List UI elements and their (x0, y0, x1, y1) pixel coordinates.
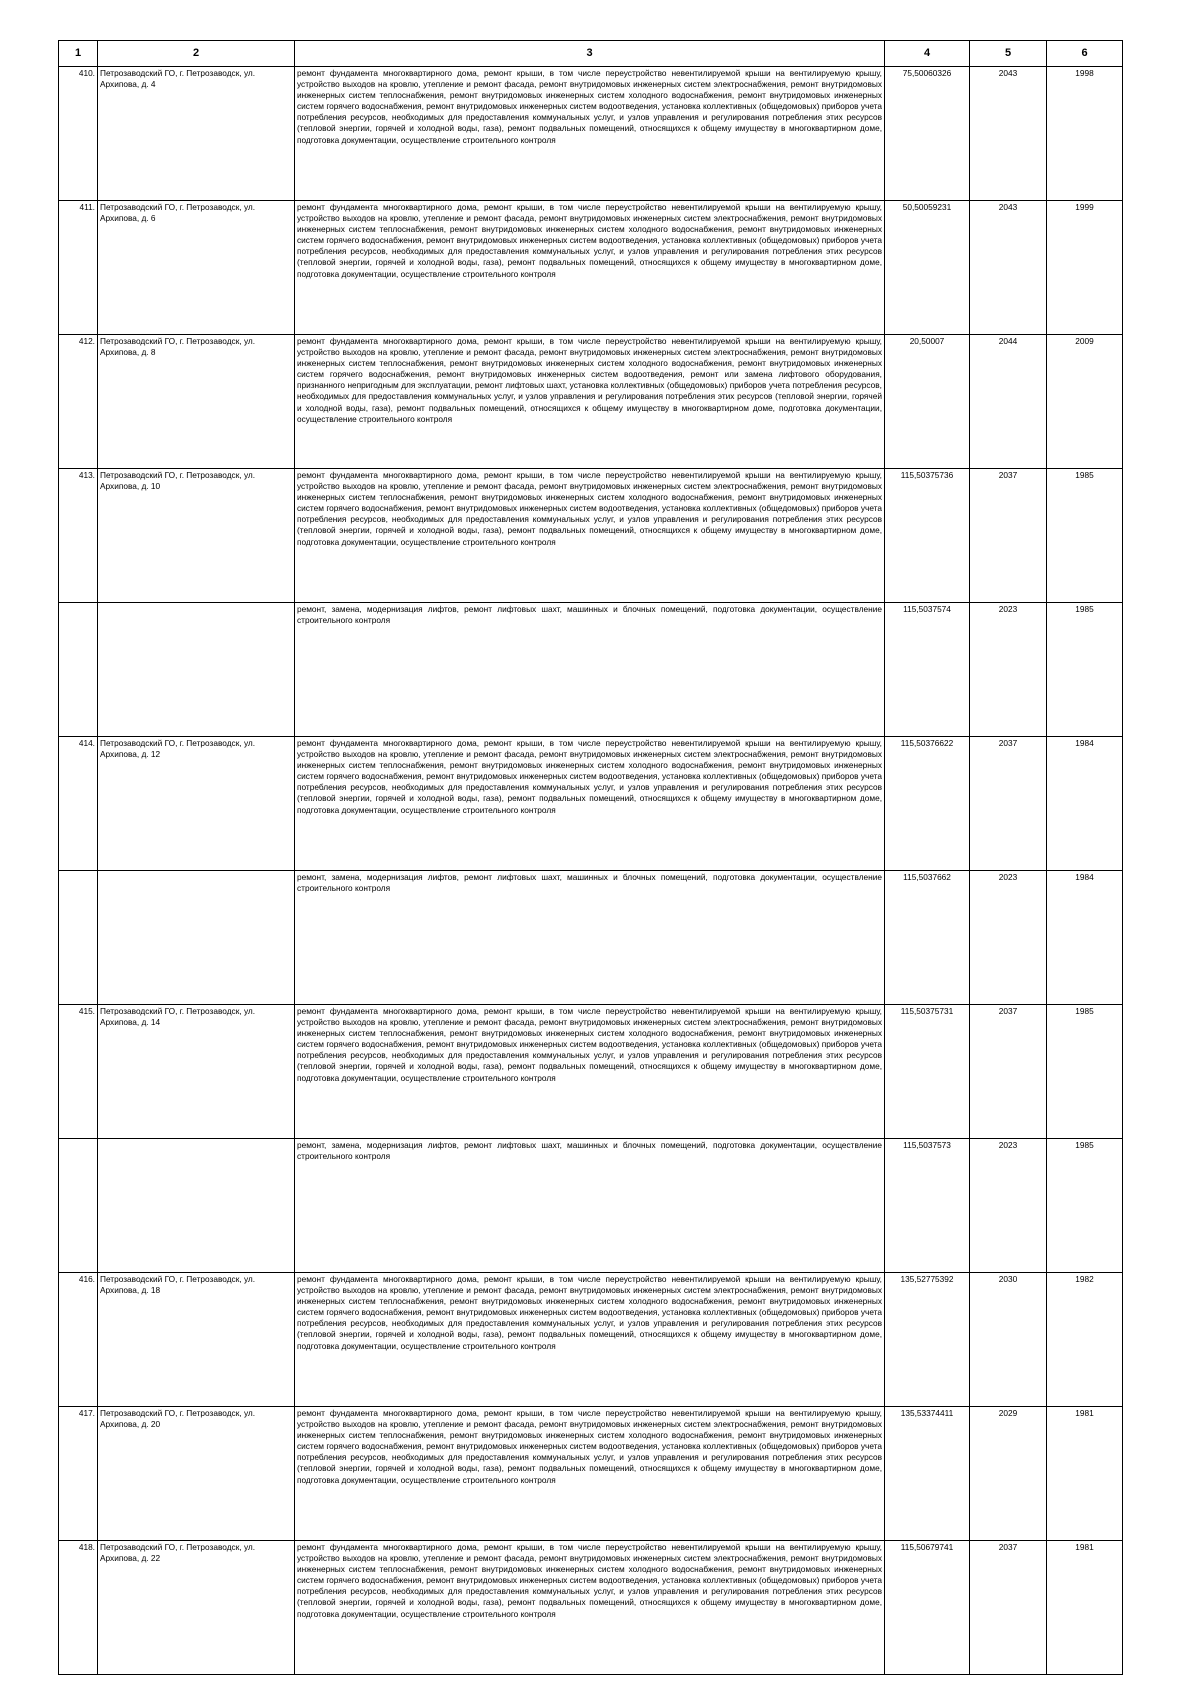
address-cell: Петрозаводский ГО, г. Петрозаводск, ул. Архипова, д. 12 (98, 737, 295, 871)
plan-year-cell: 2037 (970, 1005, 1047, 1139)
works-cell: ремонт фундамента многоквартирного дома, ремонт крыши, в том числе переустройство невентилируемой крыши на вентилируемую крышу, устройство выходов на кровлю, утепление и ремонт фасада, ремонт внутридомовых инженерных систем электроснабжения, ремонт внутридомовых инженерных систем теплоснабжения, ремонт внутридомовых инженерных систем холодного водоснабжения, ремонт внутридомовых инженерных систем горячего водоснабжения, ремонт внутридомовых инженерных систем водоотведения, установка коллективных (общедомовых) приборов учета потребления ресурсов, необходимых для предоставления коммунальных услуг, и узлов управления и регулирования потребления этих ресурсов (тепловой энергии, горячей и холодной воды, газа), ремонт подвальных помещений, относящихся к общему имуществу в многоквартирном доме, подготовка документации, осуществление строительного контроля (295, 1273, 885, 1407)
table-row (59, 1005, 1123, 1139)
row-number (59, 603, 98, 737)
cost-cell: 115,5037573 (885, 1139, 970, 1273)
table-row (59, 737, 1123, 871)
plan-year-cell: 2044 (970, 335, 1047, 469)
build-year-cell: 1998 (1047, 67, 1123, 201)
cost-cell: 115,50375731 (885, 1005, 970, 1139)
works-cell: ремонт фундамента многоквартирного дома, ремонт крыши, в том числе переустройство невентилируемой крыши на вентилируемую крышу, устройство выходов на кровлю, утепление и ремонт фасада, ремонт внутридомовых инженерных систем электроснабжения, ремонт внутридомовых инженерных систем теплоснабжения, ремонт внутридомовых инженерных систем холодного водоснабжения, ремонт внутридомовых инженерных систем горячего водоснабжения, ремонт внутридомовых инженерных систем водоотведения, установка коллективных (общедомовых) приборов учета потребления ресурсов, необходимых для предоставления коммунальных услуг, и узлов управления и регулирования потребления этих ресурсов (тепловой энергии, горячей и холодной воды, газа), ремонт подвальных помещений, относящихся к общему имуществу в многоквартирном доме, подготовка документации, осуществление строительного контроля (295, 1541, 885, 1675)
plan-year-cell: 2037 (970, 1541, 1047, 1675)
build-year-cell: 1985 (1047, 603, 1123, 737)
build-year-cell: 2009 (1047, 335, 1123, 469)
column-header-6: 6 (1047, 41, 1123, 67)
address-cell: Петрозаводский ГО, г. Петрозаводск, ул. Архипова, д. 20 (98, 1407, 295, 1541)
plan-year-cell: 2023 (970, 603, 1047, 737)
address-cell: Петрозаводский ГО, г. Петрозаводск, ул. Архипова, д. 8 (98, 335, 295, 469)
build-year-cell: 1981 (1047, 1407, 1123, 1541)
plan-year-cell: 2043 (970, 67, 1047, 201)
build-year-cell: 1982 (1047, 1273, 1123, 1407)
cost-cell: 115,50376622 (885, 737, 970, 871)
build-year-cell: 1999 (1047, 201, 1123, 335)
address-cell (98, 603, 295, 737)
build-year-cell: 1985 (1047, 469, 1123, 603)
row-number: 414. (59, 737, 98, 871)
cost-cell: 115,50679741 (885, 1541, 970, 1675)
table-row (59, 1407, 1123, 1541)
cost-cell: 50,50059231 (885, 201, 970, 335)
works-cell: ремонт фундамента многоквартирного дома, ремонт крыши, в том числе переустройство невентилируемой крыши на вентилируемую крышу, устройство выходов на кровлю, утепление и ремонт фасада, ремонт внутридомовых инженерных систем электроснабжения, ремонт внутридомовых инженерных систем теплоснабжения, ремонт внутридомовых инженерных систем холодного водоснабжения, ремонт внутридомовых инженерных систем горячего водоснабжения, ремонт внутридомовых инженерных систем водоотведения, установка коллективных (общедомовых) приборов учета потребления ресурсов, необходимых для предоставления коммунальных услуг, и узлов управления и регулирования потребления этих ресурсов (тепловой энергии, горячей и холодной воды, газа), ремонт подвальных помещений, относящихся к общему имуществу в многоквартирном доме, подготовка документации, осуществление строительного контроля (295, 1005, 885, 1139)
works-cell: ремонт фундамента многоквартирного дома, ремонт крыши, в том числе переустройство невентилируемой крыши на вентилируемую крышу, устройство выходов на кровлю, утепление и ремонт фасада, ремонт внутридомовых инженерных систем электроснабжения, ремонт внутридомовых инженерных систем теплоснабжения, ремонт внутридомовых инженерных систем холодного водоснабжения, ремонт внутридомовых инженерных систем горячего водоснабжения, ремонт внутридомовых инженерных систем водоотведения, установка коллективных (общедомовых) приборов учета потребления ресурсов, необходимых для предоставления коммунальных услуг, и узлов управления и регулирования потребления этих ресурсов (тепловой энергии, горячей и холодной воды, газа), ремонт подвальных помещений, относящихся к общему имуществу в многоквартирном доме, подготовка документации, осуществление строительного контроля (295, 1407, 885, 1541)
address-cell: Петрозаводский ГО, г. Петрозаводск, ул. Архипова, д. 4 (98, 67, 295, 201)
plan-year-cell: 2037 (970, 469, 1047, 603)
address-cell (98, 1139, 295, 1273)
works-cell: ремонт фундамента многоквартирного дома, ремонт крыши, в том числе переустройство невентилируемой крыши на вентилируемую крышу, устройство выходов на кровлю, утепление и ремонт фасада, ремонт внутридомовых инженерных систем электроснабжения, ремонт внутридомовых инженерных систем теплоснабжения, ремонт внутридомовых инженерных систем холодного водоснабжения, ремонт внутридомовых инженерных систем горячего водоснабжения, ремонт внутридомовых инженерных систем водоотведения, установка коллективных (общедомовых) приборов учета потребления ресурсов, необходимых для предоставления коммунальных услуг, и узлов управления и регулирования потребления этих ресурсов (тепловой энергии, горячей и холодной воды, газа), ремонт подвальных помещений, относящихся к общему имуществу в многоквартирном доме, подготовка документации, осуществление строительного контроля (295, 469, 885, 603)
header-row (59, 41, 1123, 67)
address-cell: Петрозаводский ГО, г. Петрозаводск, ул. Архипова, д. 6 (98, 201, 295, 335)
row-number (59, 1139, 98, 1273)
address-cell: Петрозаводский ГО, г. Петрозаводск, ул. Архипова, д. 14 (98, 1005, 295, 1139)
row-number: 411. (59, 201, 98, 335)
address-cell: Петрозаводский ГО, г. Петрозаводск, ул. Архипова, д. 10 (98, 469, 295, 603)
table-row (59, 603, 1123, 737)
table-row (59, 871, 1123, 1005)
plan-year-cell: 2023 (970, 1139, 1047, 1273)
table-row (59, 1273, 1123, 1407)
row-number: 410. (59, 67, 98, 201)
plan-year-cell: 2037 (970, 737, 1047, 871)
build-year-cell: 1984 (1047, 871, 1123, 1005)
column-header-5: 5 (970, 41, 1047, 67)
table-row (59, 335, 1123, 469)
address-cell: Петрозаводский ГО, г. Петрозаводск, ул. Архипова, д. 22 (98, 1541, 295, 1675)
works-cell: ремонт, замена, модернизация лифтов, ремонт лифтовых шахт, машинных и блочных помещений, подготовка документации, осуществление строительного контроля (295, 603, 885, 737)
works-cell: ремонт фундамента многоквартирного дома, ремонт крыши, в том числе переустройство невентилируемой крыши на вентилируемую крышу, устройство выходов на кровлю, утепление и ремонт фасада, ремонт внутридомовых инженерных систем электроснабжения, ремонт внутридомовых инженерных систем теплоснабжения, ремонт внутридомовых инженерных систем холодного водоснабжения, ремонт внутридомовых инженерных систем горячего водоснабжения, ремонт внутридомовых инженерных систем водоотведения, ремонт или замена лифтового оборудования, признанного непригодным для эксплуатации, ремонт лифтовых шахт, установка коллективных (общедомовых) приборов учета потребления ресурсов, необходимых для предоставления коммунальных услуг, и узлов управления и регулирования потребления этих ресурсов (тепловой энергии, горячей и холодной воды, газа), ремонт подвальных помещений, относящихся к общему имуществу в многоквартирном доме, подготовка документации, осуществление строительного контроля (295, 335, 885, 469)
column-header-2: 2 (98, 41, 295, 67)
table-row (59, 469, 1123, 603)
cost-cell: 135,52775392 (885, 1273, 970, 1407)
row-number: 418. (59, 1541, 98, 1675)
table-row (59, 1139, 1123, 1273)
address-cell: Петрозаводский ГО, г. Петрозаводск, ул. Архипова, д. 18 (98, 1273, 295, 1407)
row-number: 413. (59, 469, 98, 603)
row-number: 415. (59, 1005, 98, 1139)
row-number (59, 871, 98, 1005)
column-header-1: 1 (59, 41, 98, 67)
cost-cell: 135,53374411 (885, 1407, 970, 1541)
works-cell: ремонт, замена, модернизация лифтов, ремонт лифтовых шахт, машинных и блочных помещений, подготовка документации, осуществление строительного контроля (295, 1139, 885, 1273)
build-year-cell: 1981 (1047, 1541, 1123, 1675)
works-cell: ремонт фундамента многоквартирного дома, ремонт крыши, в том числе переустройство невентилируемой крыши на вентилируемую крышу, устройство выходов на кровлю, утепление и ремонт фасада, ремонт внутридомовых инженерных систем электроснабжения, ремонт внутридомовых инженерных систем теплоснабжения, ремонт внутридомовых инженерных систем холодного водоснабжения, ремонт внутридомовых инженерных систем горячего водоснабжения, ремонт внутридомовых инженерных систем водоотведения, установка коллективных (общедомовых) приборов учета потребления ресурсов, необходимых для предоставления коммунальных услуг, и узлов управления и регулирования потребления этих ресурсов (тепловой энергии, горячей и холодной воды, газа), ремонт подвальных помещений, относящихся к общему имуществу в многоквартирном доме, подготовка документации, осуществление строительного контроля (295, 737, 885, 871)
cost-cell: 115,5037662 (885, 871, 970, 1005)
table-row (59, 201, 1123, 335)
table-row (59, 1541, 1123, 1675)
cost-cell: 115,50375736 (885, 469, 970, 603)
plan-year-cell: 2030 (970, 1273, 1047, 1407)
register-table (58, 40, 1123, 1675)
cost-cell: 115,5037574 (885, 603, 970, 737)
plan-year-cell: 2043 (970, 201, 1047, 335)
column-header-4: 4 (885, 41, 970, 67)
column-header-3: 3 (295, 41, 885, 67)
works-cell: ремонт, замена, модернизация лифтов, ремонт лифтовых шахт, машинных и блочных помещений, подготовка документации, осуществление строительного контроля (295, 871, 885, 1005)
cost-cell: 75,50060326 (885, 67, 970, 201)
table-row (59, 67, 1123, 201)
plan-year-cell: 2029 (970, 1407, 1047, 1541)
row-number: 416. (59, 1273, 98, 1407)
row-number: 412. (59, 335, 98, 469)
works-cell: ремонт фундамента многоквартирного дома, ремонт крыши, в том числе переустройство невентилируемой крыши на вентилируемую крышу, устройство выходов на кровлю, утепление и ремонт фасада, ремонт внутридомовых инженерных систем электроснабжения, ремонт внутридомовых инженерных систем теплоснабжения, ремонт внутридомовых инженерных систем холодного водоснабжения, ремонт внутридомовых инженерных систем горячего водоснабжения, ремонт внутридомовых инженерных систем водоотведения, установка коллективных (общедомовых) приборов учета потребления ресурсов, необходимых для предоставления коммунальных услуг, и узлов управления и регулирования потребления этих ресурсов (тепловой энергии, горячей и холодной воды, газа), ремонт подвальных помещений, относящихся к общему имуществу в многоквартирном доме, подготовка документации, осуществление строительного контроля (295, 67, 885, 201)
build-year-cell: 1985 (1047, 1005, 1123, 1139)
cost-cell: 20,50007 (885, 335, 970, 469)
build-year-cell: 1985 (1047, 1139, 1123, 1273)
works-cell: ремонт фундамента многоквартирного дома, ремонт крыши, в том числе переустройство невентилируемой крыши на вентилируемую крышу, устройство выходов на кровлю, утепление и ремонт фасада, ремонт внутридомовых инженерных систем электроснабжения, ремонт внутридомовых инженерных систем теплоснабжения, ремонт внутридомовых инженерных систем холодного водоснабжения, ремонт внутридомовых инженерных систем горячего водоснабжения, ремонт внутридомовых инженерных систем водоотведения, установка коллективных (общедомовых) приборов учета потребления ресурсов, необходимых для предоставления коммунальных услуг, и узлов управления и регулирования потребления этих ресурсов (тепловой энергии, горячей и холодной воды, газа), ремонт подвальных помещений, относящихся к общему имуществу в многоквартирном доме, подготовка документации, осуществление строительного контроля (295, 201, 885, 335)
plan-year-cell: 2023 (970, 871, 1047, 1005)
build-year-cell: 1984 (1047, 737, 1123, 871)
row-number: 417. (59, 1407, 98, 1541)
address-cell (98, 871, 295, 1005)
